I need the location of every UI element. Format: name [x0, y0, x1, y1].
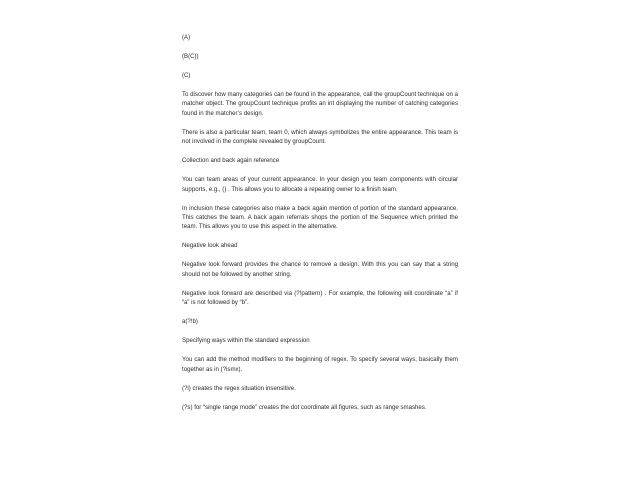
groupcount-paragraph: To discover how many categories can be found in the appearance, call the groupCount technique on a matcher object. The groupCount technique profits an int displaying the number of catching categories found in the matcher’s design. — [182, 91, 458, 117]
backreference-heading: Collection and back again reference — [182, 157, 280, 165]
case-insensitive-paragraph: (?i) creates the regex situation insensitive. — [182, 384, 296, 392]
negative-lookahead-syntax-paragraph: Negative look forward are described via (?!pattern) . For example, the following will coordinate “a” if “a” is not followed by “b”. — [182, 289, 458, 307]
group-c-label: (C) — [182, 72, 191, 79]
group-bc-label: (B(C)) — [182, 53, 199, 60]
document-page — [182, 33, 458, 422]
backreference-paragraph: In inclusion these categories also make a back again mention of portion of the standard appearance. This catches the team. A back again referrals shops the portion of the Sequence which printed the team. This allows you to use this aspect in the alternative. — [182, 204, 458, 231]
group-a-label: (A) — [182, 34, 191, 41]
modes-heading: Specifying ways within the standard expression — [182, 337, 310, 345]
modifiers-paragraph: You can add the method modifiers to the beginning of regex. To specify several ways, basically them together as in (?ismx). — [182, 356, 458, 373]
negative-lookahead-paragraph: Negative look forward provides the chance to remove a design. With this you can say that a string should not be followed by another string. — [182, 261, 458, 278]
team-zero-paragraph: There is also a particular team, team 0, which always symbolizes the entire appearance. This team is not involved in the complete revealed by groupCount. — [182, 128, 458, 146]
grouping-paragraph: You can team areas of your current appearance. In your design you team components with circular supports, e.g., () . This allows you to allocate a repeating owner to a finish team. — [182, 176, 458, 193]
negative-lookahead-heading: Negative look ahead — [182, 242, 238, 250]
lookahead-example: a(?!b) — [182, 318, 198, 326]
single-line-mode-paragraph: (?s) for “single range mode” creates the dot coordinate all figures, such as range smashes. — [182, 403, 427, 411]
